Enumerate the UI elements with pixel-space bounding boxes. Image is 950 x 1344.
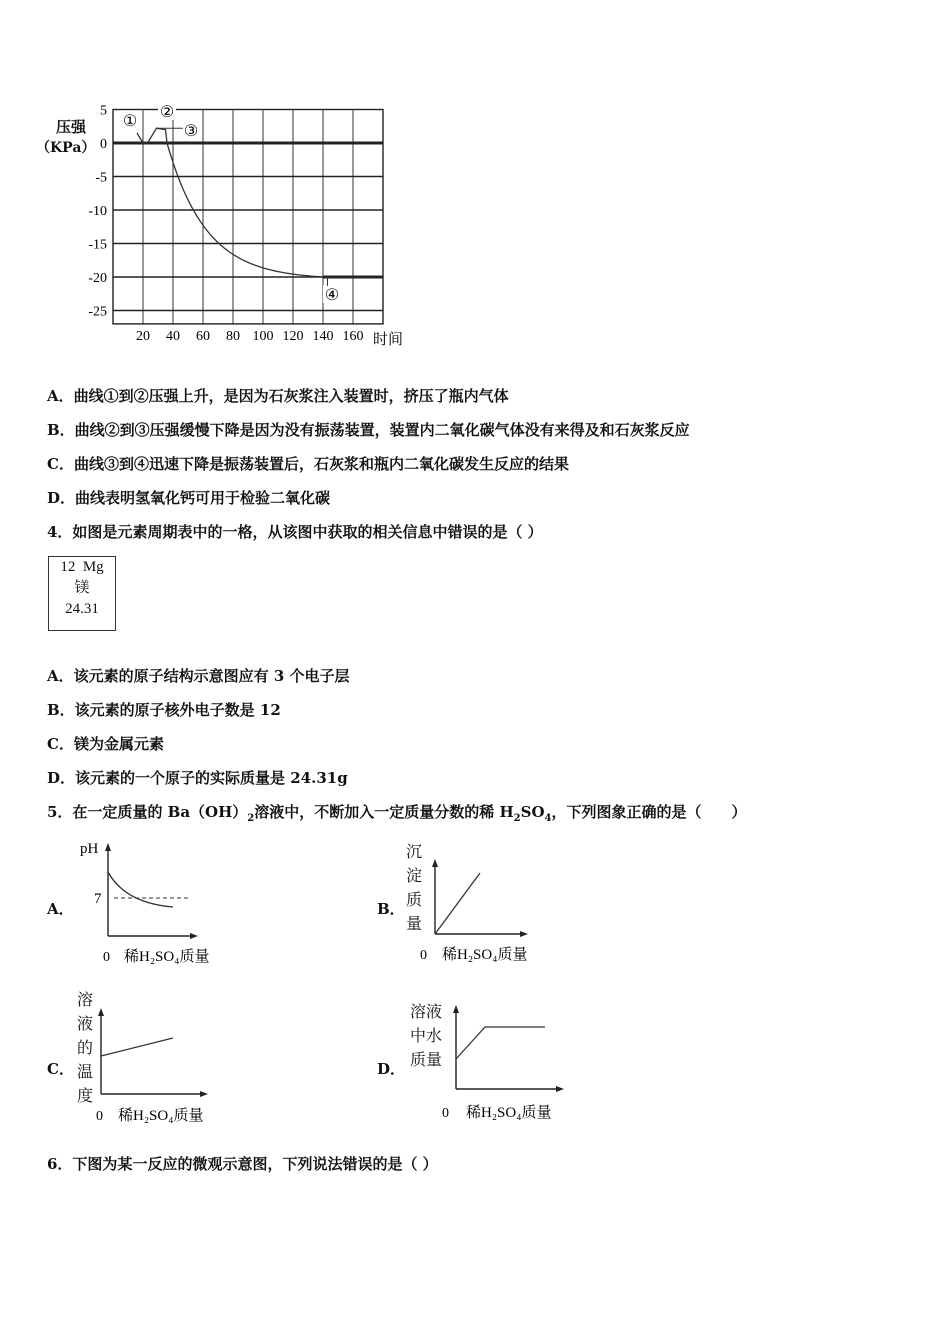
graph-a-ph[interactable] [70, 835, 240, 970]
origin: 0 [103, 950, 110, 965]
x-tick-label: 140 [312, 328, 334, 344]
arrow-icon [190, 933, 198, 939]
curve-marker: ④ [324, 287, 340, 304]
ph-curve [108, 872, 173, 907]
q5-stem-sub: 4 [544, 813, 552, 824]
y-tick-label: 0 [100, 137, 107, 152]
q5-stem [47, 801, 747, 824]
element-name: 镁 [74, 580, 90, 596]
q4-stem: 4．如图是元素周期表中的一格，从该图中获取的相关信息中错误的是（ ） [47, 523, 543, 541]
graph-d-ylabel: 溶液中水质量 [409, 1002, 442, 1069]
q5-stem-sub: 2 [247, 813, 255, 824]
pressure-ylabel: 压强 [56, 118, 87, 136]
q3-option-c[interactable]: C．曲线③到④迅速下降是振荡装置后，石灰浆和瓶内二氧化碳发生反应的结果 [47, 455, 569, 473]
pressure-curve [137, 128, 383, 277]
x-tick-label: 120 [282, 328, 304, 344]
water-mass-line [456, 1027, 545, 1059]
graph-d-xlabel: 稀H₂SO₄质量 [466, 1105, 552, 1121]
q5-option-d-label[interactable]: D． [377, 1060, 406, 1078]
x-axis-label: 时间 [373, 331, 404, 348]
arrow-icon [556, 1086, 564, 1092]
q4-option-b[interactable]: B．该元素的原子核外电子数是 12 [47, 701, 281, 719]
x-tick-label: 20 [136, 328, 150, 344]
y-tick-label: -25 [88, 304, 107, 320]
graph-a-ylabel: pH [80, 841, 99, 857]
y-tick-label: -15 [88, 237, 107, 253]
q5-stem-part: 溶液中，不断加入一定质量分数的稀 H [254, 803, 514, 821]
arrow-icon [200, 1091, 208, 1097]
atomic-number: 12 [60, 559, 76, 575]
y-tick-label: -5 [95, 170, 107, 186]
q5-option-b-label[interactable]: B． [377, 900, 405, 918]
y-tick-label: 5 [100, 103, 107, 119]
origin: 0 [420, 948, 427, 963]
periodic-table-cell [48, 556, 116, 631]
graph-a-xlabel: 稀H₂SO₄质量 [124, 949, 210, 965]
pressure-time-chart [0, 0, 420, 360]
q5-option-c-label[interactable]: C． [47, 1060, 74, 1078]
arrow-icon [520, 931, 528, 937]
element-symbol: Mg [82, 559, 104, 575]
q5-stem-part: ，下列图象正确的是（ ） [551, 803, 747, 821]
graph-c-temperature[interactable] [70, 990, 240, 1125]
curve-marker: ① [122, 113, 138, 130]
x-tick-label: 160 [342, 328, 364, 344]
graph-c-ylabel: 溶液的温度 [76, 990, 93, 1105]
graph-b-ylabel: 沉淀质量 [405, 842, 422, 933]
curve-marker: ③ [183, 123, 199, 140]
arrow-icon [105, 843, 111, 851]
origin: 0 [442, 1106, 449, 1121]
q3-option-b[interactable]: B．曲线②到③压强缓慢下降是因为没有振荡装置，装置内二氧化碳气体没有来得及和石灰浆反应 [47, 421, 690, 439]
x-tick-label: 40 [166, 328, 180, 344]
q3-option-a[interactable]: A．曲线①到②压强上升，是因为石灰浆注入装置时，挤压了瓶内气体 [47, 387, 509, 405]
q4-option-c[interactable]: C．镁为金属元素 [47, 735, 164, 753]
q5-stem-sub: 2 [513, 813, 521, 824]
graph-a-ref: 7 [94, 891, 102, 907]
arrow-icon [432, 859, 438, 867]
q5-option-a-label[interactable]: A． [47, 900, 74, 918]
pressure-unit: （KPa） [36, 140, 96, 156]
graph-b-precipitate[interactable] [400, 835, 570, 970]
precipitate-line [435, 873, 480, 934]
q3-option-d[interactable]: D．曲线表明氢氧化钙可用于检验二氧化碳 [47, 489, 331, 507]
q5-stem-part: 5．在一定质量的 Ba（OH） [47, 803, 248, 821]
q4-option-d[interactable]: D．该元素的一个原子的实际质量是 24.31g [47, 769, 348, 787]
graph-c-xlabel: 稀H₂SO₄质量 [118, 1108, 204, 1124]
q6-stem: 6．下图为某一反应的微观示意图，下列说法错误的是（ ） [47, 1155, 438, 1173]
arrow-icon [453, 1005, 459, 1013]
y-tick-label: -20 [88, 271, 107, 286]
x-tick-label: 80 [226, 328, 240, 344]
curve-marker: ② [159, 104, 175, 121]
origin: 0 [96, 1109, 103, 1124]
temperature-line [101, 1038, 173, 1056]
arrow-icon [98, 1008, 104, 1016]
y-tick-label: -10 [88, 204, 107, 219]
graph-b-xlabel: 稀H₂SO₄质量 [442, 947, 528, 963]
x-tick-label: 60 [196, 328, 210, 344]
q5-stem-part: SO [520, 803, 545, 821]
q4-option-a[interactable]: A．该元素的原子结构示意图应有 3 个电子层 [47, 667, 350, 685]
atomic-mass: 24.31 [65, 601, 99, 617]
x-tick-label: 100 [252, 328, 274, 344]
